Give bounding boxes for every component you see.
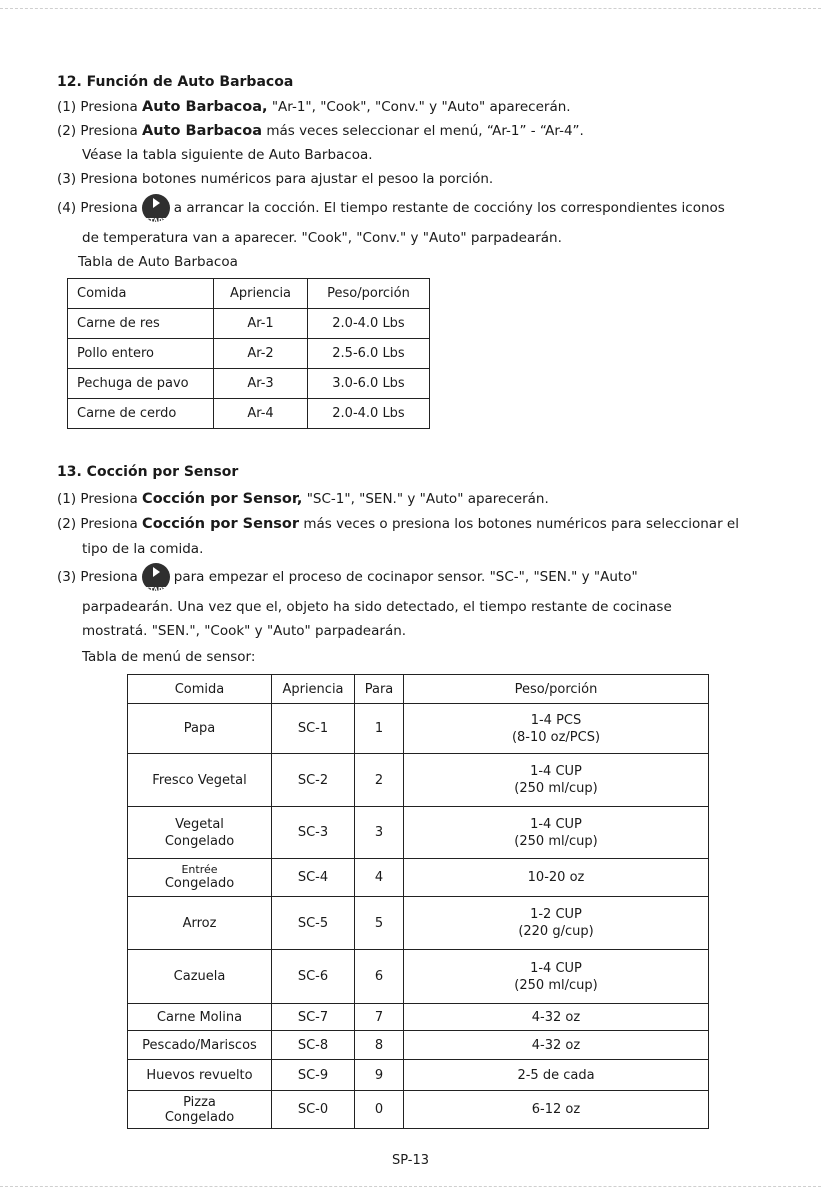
table-row (128, 754, 709, 807)
s12-step-1 (57, 98, 571, 116)
cell-comida: Fresco Vegetal (128, 754, 272, 807)
cell-apriencia: SC-1 (272, 704, 355, 754)
table-row (128, 807, 709, 859)
cell-comida: Vegetal Congelado (128, 807, 272, 859)
cell-peso: 4-32 oz (404, 1031, 709, 1060)
s13-step-3 (57, 563, 638, 595)
header-comida: Comida (68, 279, 214, 309)
table-row (128, 859, 709, 897)
cell-apriencia: Ar-4 (214, 399, 308, 429)
s13-step-3-continued-2: mostratá. "SEN.", "Cook" y "Auto" parpadearán. (82, 623, 407, 639)
bottom-dashed-rule (0, 1186, 821, 1187)
cell-apriencia: SC-0 (272, 1091, 355, 1129)
cell-peso: 2-5 de cada (404, 1060, 709, 1091)
cell-apriencia: SC-8 (272, 1031, 355, 1060)
cell-apriencia: SC-3 (272, 807, 355, 859)
table-row (128, 1091, 709, 1129)
s12-step-2-text: más veces seleccionar el menú, “Ar-1” - “Ar-4”. (262, 123, 584, 139)
header-peso: Peso/porción (308, 279, 430, 309)
cell-comida: Arroz (128, 897, 272, 950)
cell-para: 2 (355, 754, 404, 807)
cell-apriencia: SC-4 (272, 859, 355, 897)
s12-step-2 (57, 122, 584, 140)
cell-peso: 1-4 PCS (8-10 oz/PCS) (404, 704, 709, 754)
table-row (128, 1060, 709, 1091)
s12-step-1-text: "Ar-1", "Cook", "Conv." y "Auto" aparecerán. (267, 99, 571, 115)
s12-step-2-prefix: (2) Presiona (57, 123, 143, 139)
cell-peso: 1-4 CUP (250 ml/cup) (404, 754, 709, 807)
cell-comida: Papa (128, 704, 272, 754)
cell-para: 3 (355, 807, 404, 859)
cell-apriencia: SC-6 (272, 950, 355, 1004)
start-button-icon: START (142, 194, 170, 222)
cell-comida: Pollo entero (68, 339, 214, 369)
header-apriencia: Apriencia (214, 279, 308, 309)
s13-step-1-prefix: (1) Presiona (57, 491, 143, 507)
cell-apriencia: SC-9 (272, 1060, 355, 1091)
cell-peso: 10-20 oz (404, 859, 709, 897)
cell-apriencia: Ar-3 (214, 369, 308, 399)
table-header-row (68, 279, 430, 309)
coccion-sensor-key-label-2: Cocción por Sensor (142, 516, 300, 532)
s12-table-caption: Tabla de Auto Barbacoa (78, 254, 238, 270)
section-13-heading: 13. Cocción por Sensor (57, 464, 239, 480)
cell-para: 5 (355, 897, 404, 950)
s13-step-3-text: para empezar el proceso de cocinapor sensor. "SC-", "SEN." y "Auto" (173, 569, 638, 585)
auto-barbacoa-table (67, 278, 430, 429)
cell-peso: 2.5-6.0 Lbs (308, 339, 430, 369)
auto-barbacoa-key-label-2: Auto Barbacoa (142, 123, 263, 139)
s12-step-4-text: a arrancar la cocción. El tiempo restante de cocciόny los correspondientes iconos (173, 200, 725, 216)
header-comida: Comida (128, 675, 272, 704)
table-header-row (128, 675, 709, 704)
s13-step-1-text: "SC-1", "SEN." y "Auto" aparecerán. (302, 491, 549, 507)
cell-para: 0 (355, 1091, 404, 1129)
start-button-icon: START (142, 563, 170, 591)
section-12-heading: 12. Función de Auto Barbacoa (57, 74, 294, 90)
cell-comida: Cazuela (128, 950, 272, 1004)
s13-step-2-text: más veces o presiona los botones numéricos para seleccionar el (299, 516, 739, 532)
cell-peso: 2.0-4.0 Lbs (308, 399, 430, 429)
table-row (68, 309, 430, 339)
header-para: Para (355, 675, 404, 704)
s13-step-3-prefix: (3) Presiona (57, 569, 138, 585)
top-dashed-rule (0, 8, 821, 9)
sensor-menu-table (127, 674, 709, 1129)
table-row (68, 339, 430, 369)
cell-comida: Pechuga de pavo (68, 369, 214, 399)
cell-comida: Carne Molina (128, 1004, 272, 1031)
s13-step-2 (57, 515, 739, 533)
cell-comida: Entrée Congelado (128, 859, 272, 897)
cell-para: 6 (355, 950, 404, 1004)
coccion-sensor-key-label: Cocción por Sensor, (142, 491, 303, 507)
cell-apriencia: Ar-1 (214, 309, 308, 339)
table-row (128, 950, 709, 1004)
cell-peso: 2.0-4.0 Lbs (308, 309, 430, 339)
cell-peso: 3.0-6.0 Lbs (308, 369, 430, 399)
cell-para: 4 (355, 859, 404, 897)
cell-comida: Pizza Congelado (128, 1091, 272, 1129)
s12-step-1-prefix: (1) Presiona (57, 99, 143, 115)
header-apriencia: Apriencia (272, 675, 355, 704)
cell-para: 9 (355, 1060, 404, 1091)
s13-table-caption: Tabla de menú de sensor: (82, 649, 256, 665)
cell-apriencia: SC-5 (272, 897, 355, 950)
cell-peso: 1-4 CUP (250 ml/cup) (404, 950, 709, 1004)
cell-peso: 1-4 CUP (250 ml/cup) (404, 807, 709, 859)
s12-step-2-continued: Véase la tabla siguiente de Auto Barbacoa. (82, 147, 373, 163)
header-peso: Peso/porción (404, 675, 709, 704)
cell-peso: 1-2 CUP (220 g/cup) (404, 897, 709, 950)
table-row (128, 1004, 709, 1031)
s12-step-4-continued: de temperatura van a aparecer. "Cook", "Conv." y "Auto" parpadearán. (82, 230, 562, 246)
cell-comida: Carne de res (68, 309, 214, 339)
cell-comida: Pescado/Mariscos (128, 1031, 272, 1060)
s13-step-2-continued: tipo de la comida. (82, 541, 204, 557)
cell-apriencia: SC-7 (272, 1004, 355, 1031)
table-row (68, 369, 430, 399)
cell-comida: Huevos revuelto (128, 1060, 272, 1091)
cell-apriencia: Ar-2 (214, 339, 308, 369)
cell-comida: Carne de cerdo (68, 399, 214, 429)
cell-para: 1 (355, 704, 404, 754)
s12-step-4-prefix: (4) Presiona (57, 200, 138, 216)
cell-apriencia: SC-2 (272, 754, 355, 807)
cell-para: 7 (355, 1004, 404, 1031)
s13-step-2-prefix: (2) Presiona (57, 516, 143, 532)
auto-barbacoa-key-label: Auto Barbacoa, (142, 99, 268, 115)
s12-step-3: (3) Presiona botones numéricos para ajustar el pesoo la porción. (57, 171, 494, 187)
page-number: SP-13 (391, 1153, 430, 1168)
table-row (128, 704, 709, 754)
cell-para: 8 (355, 1031, 404, 1060)
table-row (128, 897, 709, 950)
table-row (128, 1031, 709, 1060)
table-row (68, 399, 430, 429)
cell-peso: 6-12 oz (404, 1091, 709, 1129)
s12-step-4 (57, 194, 725, 226)
s13-step-3-continued: parpadearán. Una vez que el, objeto ha sido detectado, el tiempo restante de cocinase (82, 599, 672, 615)
s13-step-1 (57, 490, 549, 508)
cell-peso: 4-32 oz (404, 1004, 709, 1031)
